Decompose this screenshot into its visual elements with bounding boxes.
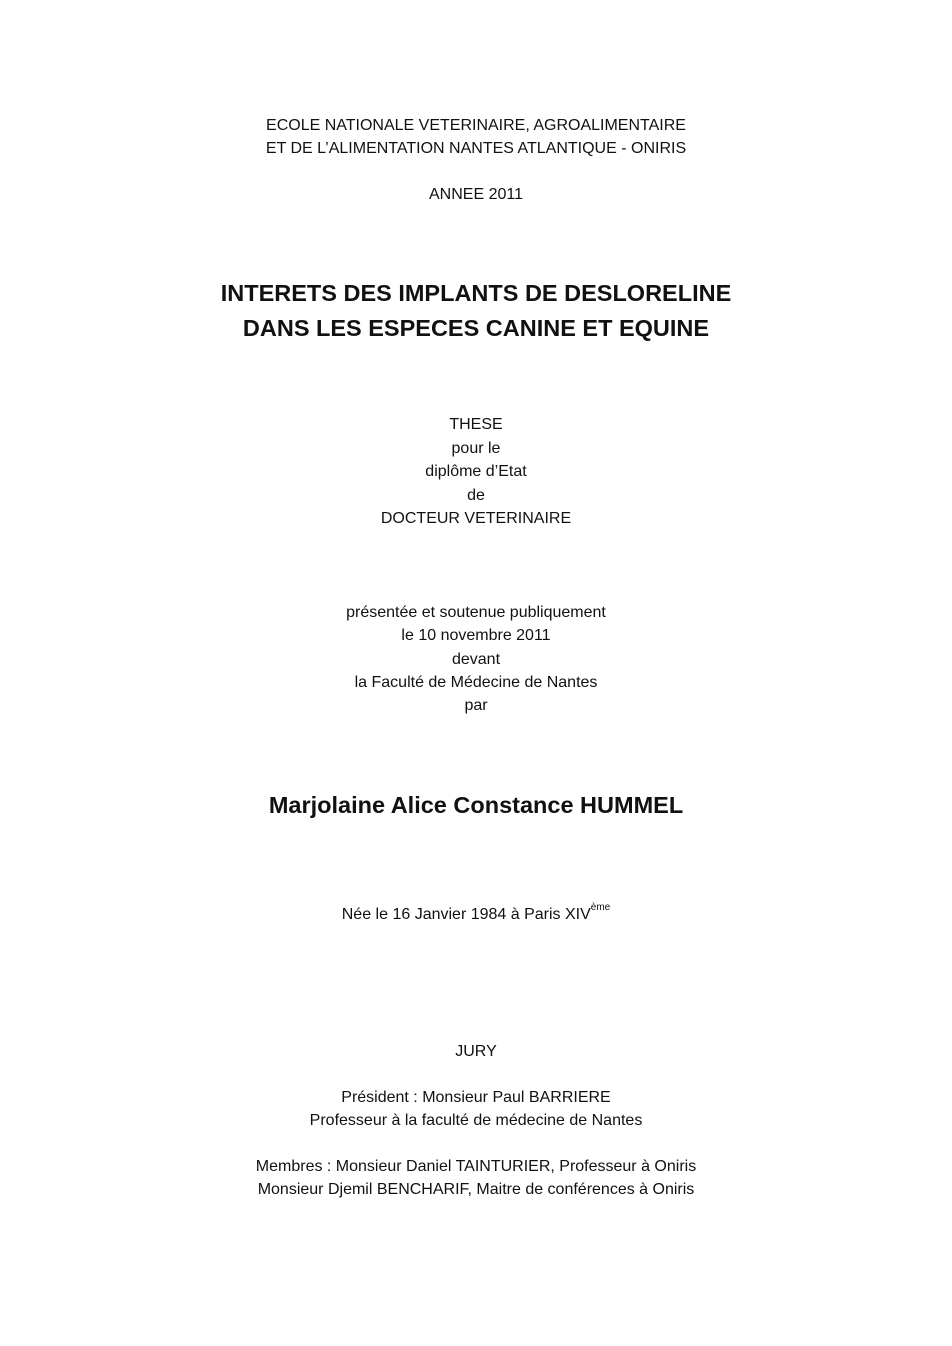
defense-faculty: la Faculté de Médecine de Nantes: [354, 674, 598, 691]
thesis-title-line-2: DANS LES ESPECES CANINE ET EQUINE: [242, 315, 710, 341]
defense-devant: devant: [451, 651, 501, 668]
author-birth: [0, 903, 952, 926]
thesis-pour-le: pour le: [451, 440, 501, 457]
school-name-line-2: ET DE L’ALIMENTATION NANTES ATLANTIQUE - ONIRIS: [265, 140, 687, 157]
thesis-title-line-1: INTERETS DES IMPLANTS DE DESLORELINE: [220, 280, 732, 306]
author-name: Marjolaine Alice Constance HUMMEL: [268, 792, 684, 818]
jury-heading: JURY: [455, 1043, 497, 1060]
thesis-degree: DOCTEUR VETERINAIRE: [380, 510, 572, 527]
jury-members-line-2: Monsieur Djemil BENCHARIF, Maitre de conférences à Oniris: [257, 1181, 695, 1198]
defense-presented: présentée et soutenue publiquement: [346, 604, 606, 621]
academic-year: ANNEE 2011: [429, 186, 523, 203]
thesis-label: THESE: [449, 416, 503, 433]
jury-president-role: Professeur à la faculté de médecine de Nantes: [309, 1112, 643, 1129]
jury-members-line-1: Membres : Monsieur Daniel TAINTURIER, Professeur à Oniris: [255, 1158, 697, 1175]
defense-par: par: [464, 697, 488, 714]
thesis-de: de: [467, 487, 485, 504]
jury-president: Président : Monsieur Paul BARRIERE: [341, 1089, 611, 1106]
author-birth-superscript: ème: [590, 902, 611, 913]
defense-date: le 10 novembre 2011: [401, 627, 551, 644]
thesis-diploma: diplôme d’Etat: [425, 463, 527, 480]
school-name-line-1: ECOLE NATIONALE VETERINAIRE, AGROALIMENTAIRE: [266, 117, 686, 134]
author-birth-text: Née le 16 Janvier 1984 à Paris XIV: [341, 906, 591, 923]
